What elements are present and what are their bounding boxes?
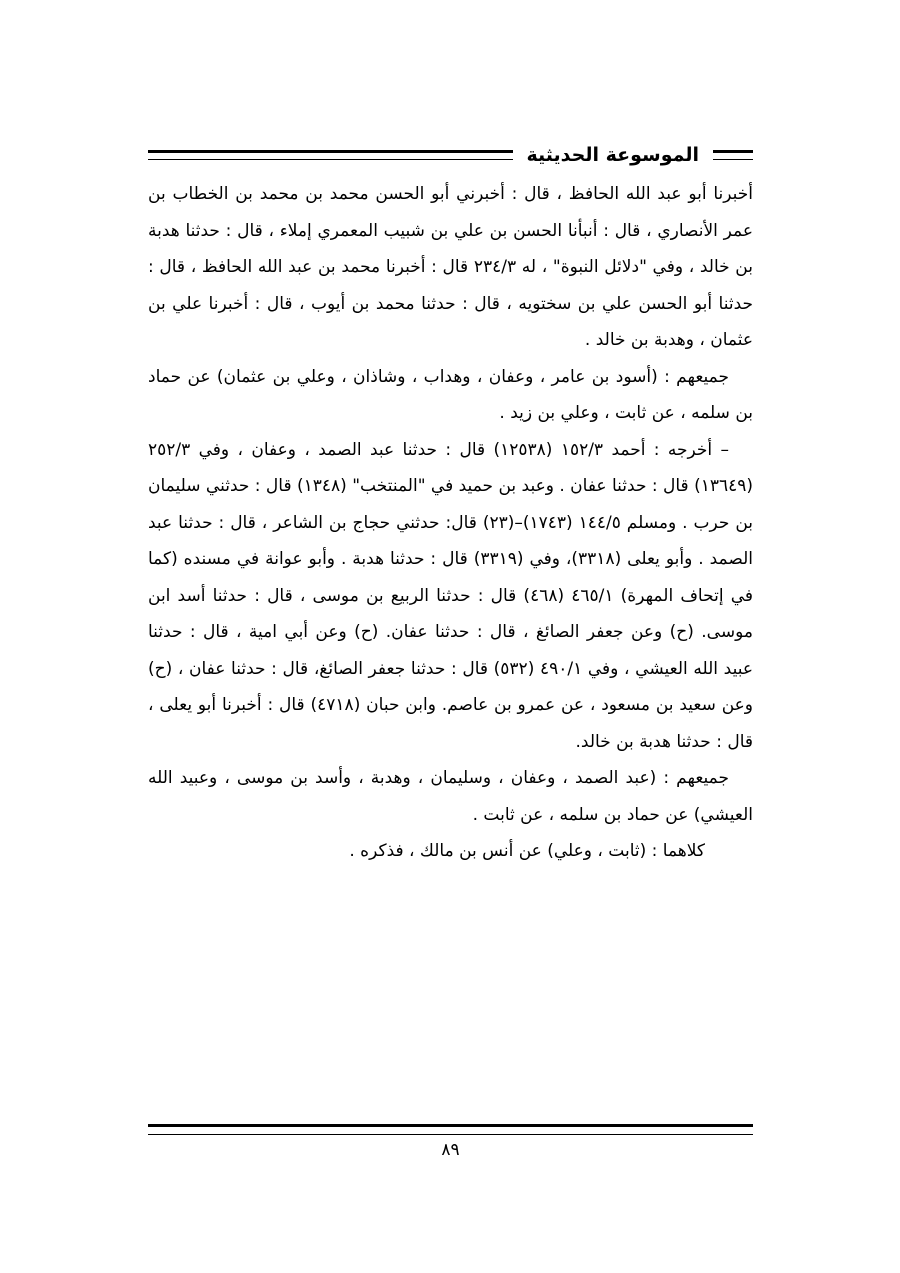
paragraph-1: أخبرنا أبو عبد الله الحافظ ، قال : أخبرني أبو الحسن محمد بن محمد بن الخطاب بن عمر الأنصاري ، قال : أنبأنا الحسن بن علي بن شبيب المعمري إملاء ، قال : حدثنا هدبة بن خالد ، وفي "دلائل النبوة" ، له ٢٣٤/٣ قال : أخبرنا محمد بن عبد الله الحافظ ، قال : حدثنا أبو الحسن علي بن سختويه ، قال : حدثنا محمد بن أيوب ، قال : أخبرنا علي بن عثمان ، وهدبة بن خالد . [148, 184, 753, 350]
paragraph-4: جميعهم : (عبد الصمد ، وعفان ، وسليمان ، وهدبة ، وأسد بن موسى ، وعبيد الله العيشي) عن حماد بن سلمه ، عن ثابت . [148, 768, 753, 825]
body-text [148, 176, 753, 870]
header-title: الموسوعة الحديثية [526, 144, 699, 166]
running-header [148, 138, 753, 172]
footer-rule [148, 1124, 753, 1135]
page-number: ٨٩ [441, 1140, 460, 1160]
paragraph-5: كلاهما : (ثابت ، وعلي) عن أنس بن مالك ، فذكره . [349, 841, 705, 861]
header-rule-right [713, 150, 753, 160]
header-rule-main [148, 150, 513, 160]
paragraph-2: جميعهم : (أسود بن عامر ، وعفان ، وهداب ، وشاذان ، وعلي بن عثمان) عن حماد بن سلمه ، عن ثابت ، وعلي بن زيد . [148, 366, 753, 423]
paragraph-3: – أخرجه : أحمد ١٥٢/٣ (١٢٥٣٨) قال : حدثنا عبد الصمد ، وعفان ، وفي ٢٥٢/٣ (١٣٦٤٩) قال : حدثنا عفان . وعبد بن حميد في "المنتخب" (١٣٤٨) قال : حدثني سليمان بن حرب . ومسلم ١٤٤/٥ (١٧٤٣)–(٢٣) قال: حدثني حجاج بن الشاعر ، قال : حدثنا عبد الصمد . وأبو يعلى (٣٣١٨)، وفي (٣٣١٩) قال : حدثنا هدبة . وأبو عوانة في مسنده (كما في إتحاف المهرة) ٤٦٥/١ (٤٦٨) قال : حدثنا الربيع بن موسى ، قال : حدثنا أسد ابن موسى. (ح) وعن جعفر الصائغ ، قال : حدثنا عفان. (ح) وعن أبي امية ، قال : حدثنا عبيد الله العيشي ، وفي ٤٩٠/١ (٥٣٢) قال : حدثنا جعفر الصائغ، قال : حدثنا عفان ، (ح) وعن سعيد بن مسعود ، عن عمرو بن عاصم. وابن حبان (٤٧١٨) قال : أخبرنا أبو يعلى ، قال : حدثنا هدبة بن خالد. [148, 439, 754, 752]
